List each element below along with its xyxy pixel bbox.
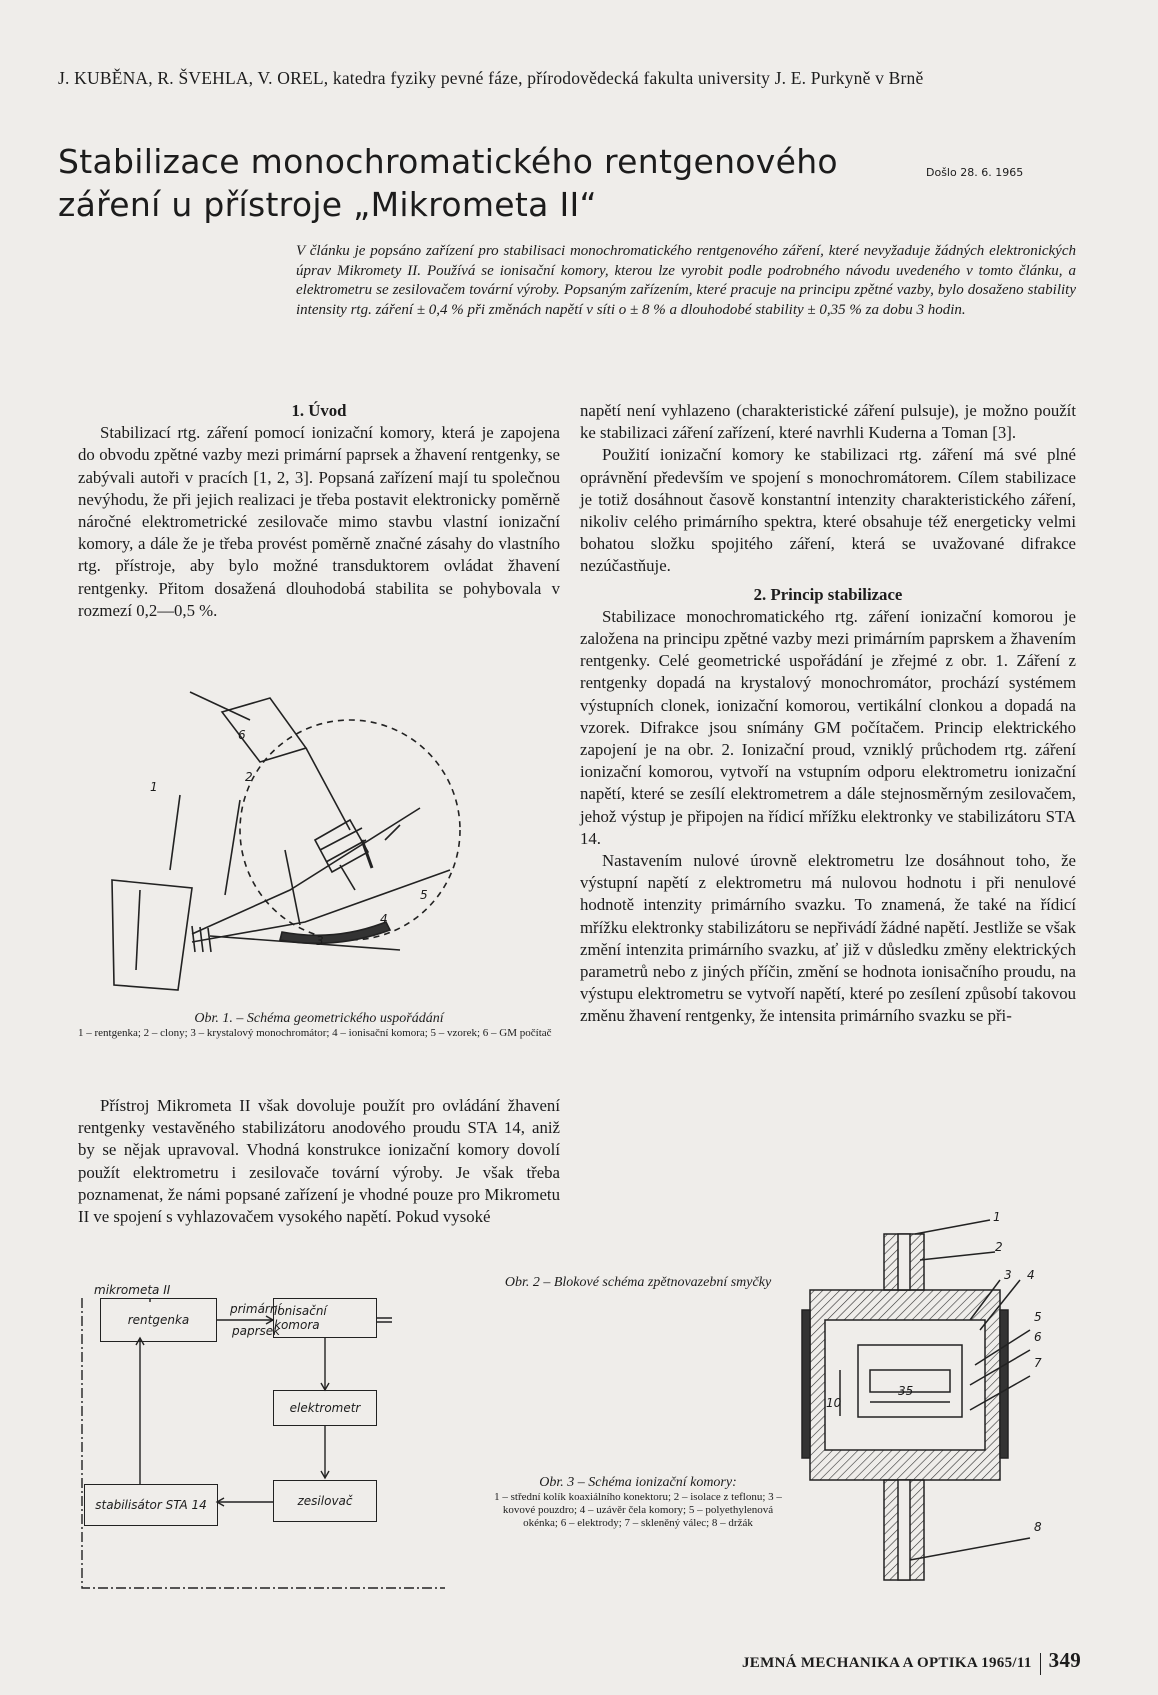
fig1-label-6: 6 — [238, 728, 246, 742]
block-zesilovac — [273, 1480, 377, 1522]
figure-1-legend: 1 – rentgenka; 2 – clony; 3 – krystalový monochromátor; 4 – ionisační komora; 5 – vzorek; 6 – GM počítač — [78, 1027, 552, 1039]
fig3-label-6: 6 — [1034, 1330, 1042, 1344]
figure-3-diagram — [780, 1180, 1080, 1600]
left-column-lower — [78, 1095, 560, 1228]
footer-divider — [1040, 1653, 1041, 1675]
right-paragraph-2: Použití ionizační komory ke stabilizaci rtg. záření má své plné oprávnění především ve spojení s monochromátorem. Cílem stabilizace je totiž dosáhnout časově konstantní intenzity charakteristického záření, nikoliv celého primárního spektra, které obsahuje též energeticky velmi bohatou složku spojitého záření, která se uvažované difrakce nezúčastňuje. — [580, 445, 1076, 576]
fig1-label-2: 2 — [245, 770, 253, 784]
beam-label-paprsek: paprsek — [232, 1324, 281, 1338]
right-paragraph-3: Stabilizace monochromatického rtg. záření ionizační komorou je založena na principu zpětné vazby mezi primárním paprskem a žhavením rentgenky. Celé geometrické uspořádání je zřejmé z obr. 1. Záření z rentgenky dopadá na krystalový monochromátor, prochází systémem výstupních clonek, ionizační komorou, vertikální clonkou a dopadá na vzorek. Difrakce jsou snímány GM počítačem. Princip elektrického zapojení je na obr. 2. Ionizační proud, vzniklý průchodem rtg. záření ionizační komorou, vytvoří na vstupním odporu elektrometru ionizační napětí, které se zesílí elektrometrem a dále stejnosměrným zesilovačem, jehož výstup je připojen na řídicí mřížku elektronky ve stabilizátoru STA 14. — [580, 606, 1076, 848]
fig3-label-5: 5 — [1034, 1310, 1042, 1324]
article-title: Stabilizace monochromatického rentgenového záření u přístroje „Mikrometa II“ — [58, 142, 838, 224]
block-komora-label: ionisační komora — [274, 1304, 327, 1332]
abstract: V článku je popsáno zařízení pro stabilisaci monochromatického rentgenového záření, které nevyžaduje žádných elektronických úprav Mikromety II. Používá se ionisační komory, kterou lze vyrobit podle podrobného návodu uvedeného v tomto článku, a elektrometru se zesilovačem tovární výroby. Popsaným zařízením, které pracuje na principu zpětné vazby, bylo dosaženo stability intensity rtg. záření ± 0,4 % při změnách napětí v síti o ± 8 % a dlouhodobé stability ± 0,35 % za dobu 3 hodin. — [296, 243, 1076, 318]
block-stabilisator-label: stabilisátor STA 14 — [95, 1498, 207, 1512]
journal-name: JEMNÁ MECHANIKA A OPTIKA 1965/11 — [742, 1655, 1032, 1671]
block-rentgenka-label: rentgenka — [127, 1313, 190, 1327]
right-paragraph-4: Nastavením nulové úrovně elektrometru lze dosáhnout toho, že výstupní napětí z elektrometru má nulovou hodnotu i při nenulové hodnotě intenzity primárního svazku. To znamená, že také na řídicí mřížku elektronky stabilizátoru se nepřivádí žádné napětí. Jestliže se však změní intenzita primárního svazku, ať již v důsledku změny elektrických parametrů nebo z jiných příčin, změní se hodnota ionisačního proudu, na výstupu elektrometru se vytvoří napětí, které po zesílení způsobí takovou změnu žhavení rentgenky, že intensita primárního svazku se při- — [580, 851, 1076, 1026]
fig3-label-7: 7 — [1034, 1356, 1042, 1370]
block-elektrometr-label: elektrometr — [289, 1401, 361, 1415]
right-paragraph-1: napětí není vyhlazeno (charakteristické záření pulsuje), je možno použít ke stabilizaci záření zařízení, které navrhli Kuderna a Toman [3]. — [580, 401, 1076, 443]
fig1-label-4: 4 — [380, 912, 388, 926]
page-footer — [742, 1648, 1081, 1675]
fig3-label-4: 4 — [1027, 1268, 1035, 1282]
fig3-label-8: 8 — [1034, 1520, 1042, 1534]
block-rentgenka — [100, 1298, 217, 1342]
intro-paragraph-1: Stabilizací rtg. záření pomocí ionizační komory, která je zapojena do obvodu zpětné vazby mezi primární paprsek a žhavení rentgenky, se zabývali autoři v pracích [1, 2, 3]. Popsaná zařízení mají tu společnou nevýhodu, že při jejich realizaci je třeba postavit elektronicky poměrně náročné elektrometrické zesilovače mimo stavbu vlastní ionizační komory, a dále že je třeba provést poměrně značné zásahy do vlastního rtg. přístroje, aby bylo možné transduktorem ovládat žhavení rentgenky. Přitom dosažená dlouhodobá stabilita se pohybovala v rozmezí 0,2—0,5 %. — [78, 423, 560, 620]
fig3-dim-width: 35 — [898, 1384, 914, 1398]
figure-1-diagram — [100, 690, 560, 1000]
fig1-label-1: 1 — [150, 780, 158, 794]
figure-1-title: Obr. 1. – Schéma geometrického uspořádání — [194, 1011, 444, 1026]
block-zesilovac-label: zesilovač — [297, 1494, 353, 1508]
right-column — [580, 400, 1076, 1028]
section-heading-intro: 1. Úvod — [291, 401, 347, 420]
block-elektrometr — [273, 1390, 377, 1426]
block-mikrometa — [84, 1282, 224, 1298]
beam-label-primarni: primární — [230, 1302, 281, 1316]
fig1-label-3: 3 — [316, 934, 324, 948]
figure-3-title: Obr. 3 – Schéma ionizační komory: — [539, 1475, 737, 1490]
intro-paragraph-2: Přístroj Mikrometa II však dovoluje použít pro ovládání žhavení rentgenky vestavěného stabilizátoru anodového proudu STA 14, aniž by se nějak upravoval. Vhodná konstrukce ionizační komory dovolí použít elektrometru i zesilovače tovární výroby. Je však třeba poznamenat, že námi popsané zařízení je vhodné pouze pro Mikrometu II ve spojení s vyhlazovačem vysokého napětí. Pokud vysoké — [78, 1096, 560, 1227]
left-column-upper — [78, 400, 560, 622]
fig1-label-5: 5 — [420, 888, 428, 902]
section-heading-principle: 2. Princip stabilizace — [753, 584, 903, 604]
received-date: Došlo 28. 6. 1965 — [926, 166, 1024, 179]
fig3-label-3: 3 — [1004, 1268, 1012, 1282]
fig3-dim-height: 10 — [826, 1396, 842, 1410]
figure-3-legend: 1 – střední kolík koaxiálního konektoru; 2 – isolace z teflonu; 3 – kovové pouzdro; 4 – uzávěr čela komory; 5 – polyethylenová okénka; 6 – elektrody; 7 – skleněný válec; 8 – držák — [494, 1491, 782, 1529]
figure-2-title: Obr. 2 – Blokové schéma zpětnovazební smyčky — [504, 1275, 772, 1290]
figure-2-caption — [488, 1276, 788, 1291]
block-komora — [273, 1298, 377, 1338]
block-stabilisator — [84, 1484, 218, 1526]
authors-line: J. KUBĚNA, R. ŠVEHLA, V. OREL, katedra fyziky pevné fáze, přírodovědecká fakulta university J. E. Purkyně v Brně — [58, 68, 924, 88]
block-mikrometa-label: mikrometa II — [94, 1283, 171, 1297]
figure-3-caption — [488, 1476, 788, 1530]
fig3-label-1: 1 — [993, 1210, 1001, 1224]
fig3-label-2: 2 — [995, 1240, 1003, 1254]
figure-1-caption — [78, 1012, 560, 1040]
page-number: 349 — [1048, 1648, 1082, 1672]
